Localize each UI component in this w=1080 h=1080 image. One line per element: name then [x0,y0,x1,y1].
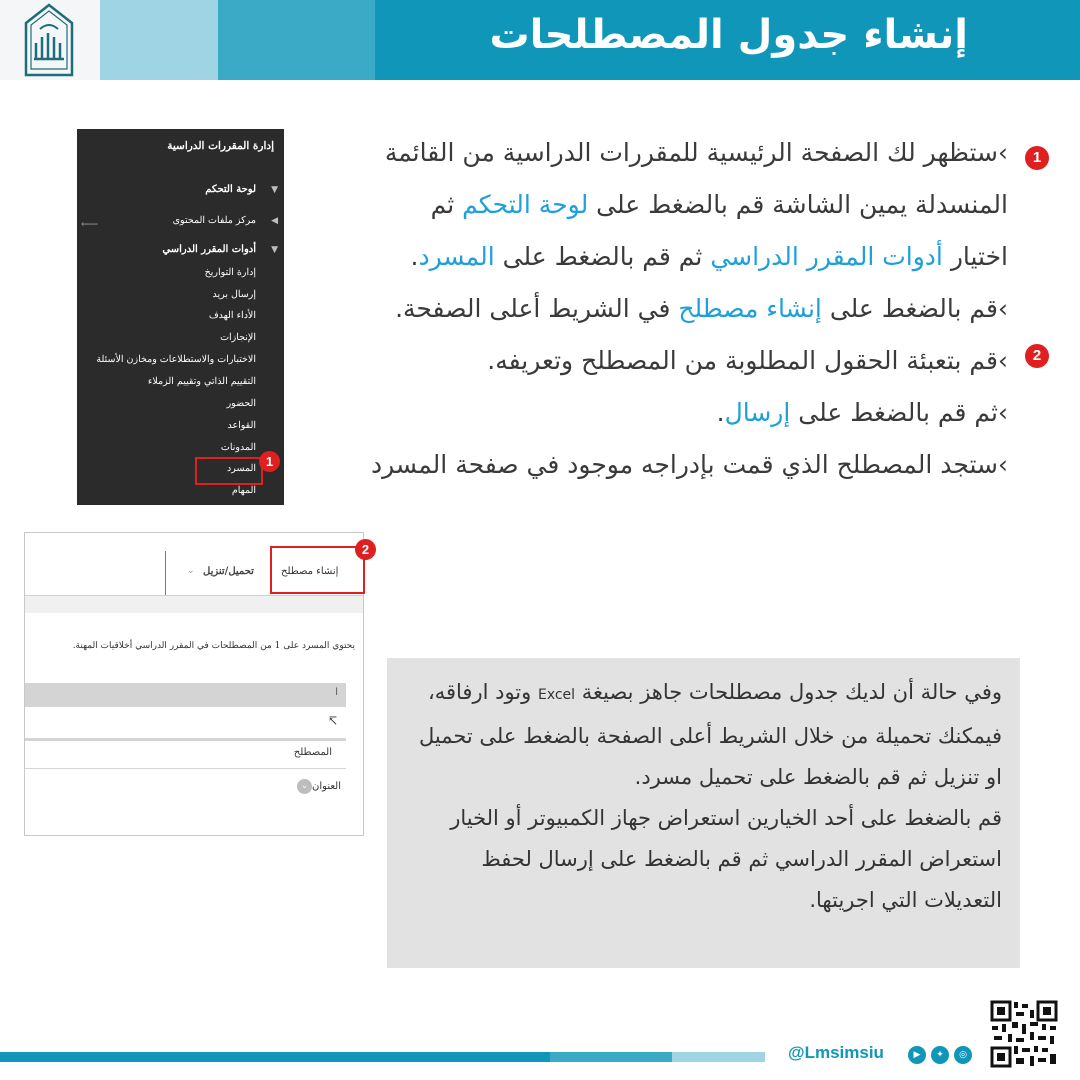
table-row [25,710,346,741]
table-row [25,683,346,707]
step-4-text: . [716,398,725,427]
footer-stripe-dark [0,1052,550,1062]
chevron-icon: › [998,450,1008,479]
step-1-text: ثم اختيار [430,190,1008,271]
menu-item-glossary[interactable]: المسرد [227,463,256,474]
highlight-course-tools: أدوات المقرر الدراسي [710,242,943,271]
chevron-icon: › [998,294,1008,323]
menu-section-course-tools[interactable]: أدوات المقرر الدراسي [162,244,256,255]
step-2 [368,283,1008,335]
page-title: إنشاء جدول المصطلحات [489,12,968,58]
footer-stripe-medium [550,1052,672,1062]
menu-item[interactable]: التقييم الذاتي وتقييم الزملاء [147,376,256,387]
step-number-1: 1 [1025,146,1049,170]
menu-item[interactable]: إرسال بريد [212,289,256,300]
expand-triangle-icon: ▼ [271,185,278,195]
step-number-2: 2 [1025,344,1049,368]
column-title-label: العنوان [312,781,341,792]
header-stripe-light [100,0,218,80]
step-1-text: ستظهر لك الصفحة الرئيسية للمقررات الدراسية من القائمة المنسدلة يمين الشاشة قم بالضغط على [384,138,1008,219]
menu-item[interactable]: المهام [231,485,256,496]
upload-download-button[interactable]: تحميل/تنزيل [203,566,254,577]
menu-item[interactable]: إدارة التواريخ [204,267,256,278]
note-paragraph-2: قم بالضغط على أحد الخيارين استعراض جهاز الكمبيوتر أو الخيار استعراض المقرر الدراسي ثم قم بالضغط على إرسال لحفظ التعديلات التي اجريتها. [450,806,1002,912]
header-stripe-medium [218,0,375,80]
chevron-down-icon: ⌄ [187,566,195,576]
instagram-icon[interactable]: ◎ [954,1046,972,1064]
row-marker: ا [335,687,338,698]
twitter-icon[interactable]: ✦ [931,1046,949,1064]
highlight-create-term: إنشاء مصطلح [678,294,822,323]
toolbar-shadow [25,596,363,613]
chevron-down-icon[interactable]: ⌄ [297,779,312,794]
step-2-text: في الشريط أعلى الصفحة. [395,294,679,323]
step-1-text: . [410,242,419,271]
step-1-text: ثم قم بالضغط على [494,242,711,271]
menu-section-content-center[interactable]: مركز ملفات المحتوى [172,215,256,226]
glossary-highlight-box [195,457,263,485]
qr-code-icon [990,1000,1058,1068]
menu-item[interactable]: المدونات [220,442,256,453]
step-2-text: قم بالضغط على [821,294,998,323]
menu-item[interactable]: الاختبارات والاستطلاعات ومخازن الأسئلة [96,354,256,365]
note-box [387,658,1020,968]
step-3-text: قم بتعبئة الحقول المطلوبة من المصطلح وتعريفه. [487,346,998,375]
step-5-text: ستجد المصطلح الذي قمت بإدراجه موجود في صفحة المسرد [371,450,998,479]
youtube-icon[interactable]: ▶ [908,1046,926,1064]
menu-item[interactable]: الأداء الهدف [208,310,256,321]
course-menu-screenshot [77,129,284,505]
create-term-button[interactable]: إنشاء مصطلح [281,566,339,577]
menu-section-control-panel[interactable]: لوحة التحكم [205,184,256,195]
step-4-text: ثم قم بالضغط على [790,398,998,427]
sort-icon[interactable]: ↸ [327,714,338,728]
collapsed-triangle-icon: ◀ [271,216,278,226]
highlight-submit: إرسال [724,398,791,427]
expand-triangle-icon: ▼ [271,245,278,255]
chevron-icon: › [998,346,1008,375]
arrow-left-icon: ⟵ [81,217,99,231]
note-text: وتود ارفاقه، فيمكنك تحميلة من خلال الشريط أعلى الصفحة بالضغط على تحميل او تنزيل ثم قم بالضغط على تحميل مسرد. [418,680,1002,789]
chevron-icon: › [998,398,1008,427]
menu-title: إدارة المقررات الدراسية [167,140,274,152]
chevron-icon: › [998,138,1008,167]
note-text: وفي حالة أن لديك جدول مصطلحات جاهز بصيغة [575,680,1002,704]
column-title[interactable] [293,779,341,794]
header-logo-area [0,0,100,80]
menu-item[interactable]: الإنجازات [220,332,256,343]
step-1 [368,127,1008,283]
social-handle[interactable]: @Lmsimsiu [788,1043,884,1062]
column-term: المصطلح [293,747,332,758]
create-term-highlight-box [270,546,365,594]
highlight-control-panel: لوحة التحكم [462,190,589,219]
university-logo-icon [22,3,76,77]
menu-item[interactable]: القواعد [227,420,256,431]
step-badge-1: 1 [259,451,280,472]
step-badge-2: 2 [355,539,376,560]
table-row [25,741,346,769]
step-3 [368,335,1008,387]
footer-stripe-light [672,1052,765,1062]
note-paragraph-1 [405,672,1002,798]
step-5 [368,439,1008,491]
highlight-glossary: المسرد [418,242,495,271]
note-excel-label: Excel [537,687,576,703]
step-4 [368,387,1008,439]
glossary-info-text: يحتوي المسرد على 1 من المصطلحات في المقرر الدراسي أخلاقيات المهنة. [72,641,355,651]
toolbar-divider [165,551,166,595]
instructions-text [368,127,1008,491]
menu-item[interactable]: الحضور [226,398,256,409]
